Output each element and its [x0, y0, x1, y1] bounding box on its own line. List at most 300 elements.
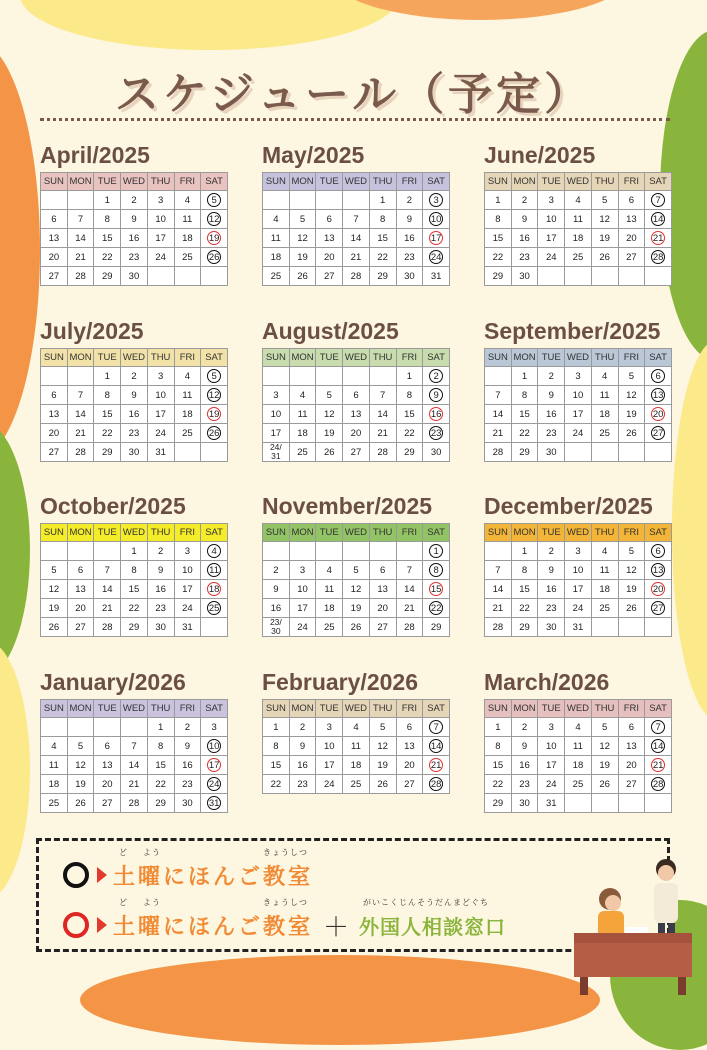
consultation-day: 16 [423, 405, 450, 424]
day-cell: 21 [121, 775, 148, 794]
day-cell: 15 [396, 405, 423, 424]
day-cell: 17 [316, 756, 343, 775]
day-cell: 26 [41, 618, 68, 637]
weekday-header: TUE [316, 524, 343, 542]
day-cell [289, 542, 316, 561]
weekday-header: MON [289, 349, 316, 367]
day-cell: 7 [67, 210, 94, 229]
consultation-day: 17 [201, 756, 228, 775]
weekday-header: FRI [396, 173, 423, 191]
day-cell: 19 [289, 248, 316, 267]
weekday-header: SUN [263, 173, 290, 191]
day-cell: 15 [147, 756, 174, 775]
day-cell: 19 [67, 775, 94, 794]
day-cell: 5 [41, 561, 68, 580]
day-cell: 27 [396, 775, 423, 794]
weekday-header: WED [565, 349, 592, 367]
saturday-class-day: 4 [201, 542, 228, 561]
week-row [485, 561, 672, 580]
day-cell: 16 [511, 229, 538, 248]
day-cell: 4 [565, 191, 592, 210]
weekday-header: FRI [396, 524, 423, 542]
triangle-arrow-icon [97, 867, 107, 883]
saturday-class-day: 10 [201, 737, 228, 756]
ruby-consult: がいこくじんそうだんまどぐち [363, 897, 490, 907]
consultation-day: 19 [201, 405, 228, 424]
day-cell: 4 [591, 367, 618, 386]
weekday-header: TUE [316, 700, 343, 718]
day-cell: 9 [263, 580, 290, 599]
consultation-day: 21 [645, 756, 672, 775]
day-cell: 23 [538, 599, 565, 618]
yellow-blob-top [20, 0, 400, 50]
day-cell [565, 267, 592, 286]
day-cell: 24 [565, 424, 592, 443]
day-cell: 19 [591, 756, 618, 775]
day-cell: 18 [174, 229, 201, 248]
day-cell: 5 [369, 718, 396, 737]
day-cell: 3 [538, 191, 565, 210]
week-row [41, 210, 228, 229]
day-cell: 27 [618, 775, 645, 794]
day-cell: 29 [147, 794, 174, 813]
weekday-header: SUN [41, 349, 68, 367]
day-cell: 24/ 31 [263, 443, 290, 462]
day-cell: 7 [485, 386, 512, 405]
day-cell: 21 [485, 599, 512, 618]
day-cell: 19 [316, 424, 343, 443]
triangle-arrow-icon [97, 917, 107, 933]
day-cell: 9 [538, 561, 565, 580]
week-row [41, 229, 228, 248]
saturday-class-day: 3 [423, 191, 450, 210]
day-cell: 19 [41, 599, 68, 618]
weekday-header: MON [511, 349, 538, 367]
day-cell: 3 [263, 386, 290, 405]
day-cell: 30 [396, 267, 423, 286]
day-cell: 24 [289, 618, 316, 637]
day-cell: 13 [316, 229, 343, 248]
weekday-header: FRI [618, 349, 645, 367]
day-cell: 13 [67, 580, 94, 599]
day-cell: 1 [511, 367, 538, 386]
day-cell: 9 [511, 210, 538, 229]
day-cell: 26 [289, 267, 316, 286]
saturday-class-day: 25 [201, 599, 228, 618]
day-cell: 25 [41, 794, 68, 813]
day-cell [94, 718, 121, 737]
consultation-day: 15 [423, 580, 450, 599]
day-cell: 4 [174, 367, 201, 386]
day-cell: 7 [94, 561, 121, 580]
day-cell: 3 [289, 561, 316, 580]
day-cell [41, 191, 68, 210]
weekday-header: WED [565, 700, 592, 718]
saturday-class-day: 1 [423, 542, 450, 561]
day-cell: 13 [41, 229, 68, 248]
day-cell: 8 [263, 737, 290, 756]
day-cell: 10 [565, 561, 592, 580]
weekday-header: MON [511, 524, 538, 542]
saturday-class-day: 13 [645, 561, 672, 580]
day-cell: 29 [94, 267, 121, 286]
week-row [263, 443, 450, 462]
day-cell: 30 [538, 618, 565, 637]
weekday-header: THU [591, 173, 618, 191]
day-cell: 14 [94, 580, 121, 599]
week-row [263, 775, 450, 794]
weekday-header: TUE [94, 173, 121, 191]
day-cell: 4 [41, 737, 68, 756]
day-cell [618, 794, 645, 813]
saturday-class-day: 31 [201, 794, 228, 813]
saturday-class-day: 14 [423, 737, 450, 756]
weekday-header: MON [67, 173, 94, 191]
day-cell: 29 [94, 443, 121, 462]
day-cell: 9 [121, 386, 148, 405]
day-cell: 10 [147, 210, 174, 229]
day-cell: 13 [618, 737, 645, 756]
saturday-class-day: 28 [423, 775, 450, 794]
day-cell: 13 [41, 405, 68, 424]
day-cell: 7 [369, 386, 396, 405]
ruby-you: よう [143, 897, 161, 907]
day-cell: 16 [289, 756, 316, 775]
day-cell: 18 [174, 405, 201, 424]
saturday-class-day: 5 [201, 191, 228, 210]
day-cell: 11 [41, 756, 68, 775]
day-cell: 26 [316, 443, 343, 462]
day-cell: 31 [423, 267, 450, 286]
week-row [485, 405, 672, 424]
week-row [485, 367, 672, 386]
legend-text-consult: 外国人相談窓口 [359, 914, 507, 939]
month-title: November/2025 [262, 493, 433, 519]
day-cell: 2 [263, 561, 290, 580]
calendar-table [262, 699, 450, 794]
day-cell: 31 [565, 618, 592, 637]
day-cell: 6 [396, 718, 423, 737]
calendar-table [40, 699, 228, 813]
legend-text-1: 土曜にほんご教室 [113, 864, 314, 890]
day-cell: 24 [565, 599, 592, 618]
saturday-class-day: 2 [423, 367, 450, 386]
day-cell: 23 [396, 248, 423, 267]
day-cell: 17 [565, 580, 592, 599]
day-cell [369, 542, 396, 561]
weekday-header-row [263, 700, 450, 718]
ruby-you: よう [143, 847, 161, 857]
day-cell: 20 [618, 229, 645, 248]
day-cell [174, 267, 201, 286]
weekday-header: FRI [618, 173, 645, 191]
standing-person-body [654, 883, 678, 923]
weekday-header: SUN [41, 173, 68, 191]
calendar-table [484, 172, 672, 286]
week-row [263, 756, 450, 775]
day-cell [174, 443, 201, 462]
weekday-header: SUN [263, 524, 290, 542]
day-cell [343, 191, 370, 210]
weekday-header: FRI [174, 173, 201, 191]
week-row [263, 618, 450, 637]
saturday-class-day: 8 [423, 561, 450, 580]
weekday-header: MON [511, 173, 538, 191]
day-cell: 1 [396, 367, 423, 386]
day-cell: 2 [511, 191, 538, 210]
day-cell: 23 [511, 775, 538, 794]
week-row [263, 405, 450, 424]
day-cell: 18 [289, 424, 316, 443]
day-cell: 25 [316, 618, 343, 637]
day-cell: 25 [174, 248, 201, 267]
month-calendar [40, 665, 228, 813]
day-cell: 2 [147, 542, 174, 561]
day-cell: 30 [538, 443, 565, 462]
legend-label-saturday-class [113, 847, 314, 891]
weekday-header: WED [121, 524, 148, 542]
day-cell: 2 [174, 718, 201, 737]
day-cell: 13 [94, 756, 121, 775]
day-cell: 22 [369, 248, 396, 267]
day-cell: 20 [618, 756, 645, 775]
day-cell [263, 542, 290, 561]
weekday-header: MON [289, 173, 316, 191]
day-cell: 23 [121, 424, 148, 443]
day-cell [41, 718, 68, 737]
month-calendar [262, 314, 450, 462]
day-cell: 20 [67, 599, 94, 618]
day-cell: 11 [174, 386, 201, 405]
week-row [263, 424, 450, 443]
day-cell: 9 [538, 386, 565, 405]
day-cell: 29 [369, 267, 396, 286]
day-cell: 16 [511, 756, 538, 775]
saturday-class-day: 9 [423, 386, 450, 405]
day-cell: 6 [618, 191, 645, 210]
day-cell: 6 [67, 561, 94, 580]
day-cell: 11 [591, 561, 618, 580]
calendar-table [484, 348, 672, 462]
day-cell [67, 718, 94, 737]
ruby-kyoushitsu: きょうしつ [263, 897, 308, 907]
day-cell [645, 443, 672, 462]
day-cell: 12 [316, 405, 343, 424]
day-cell: 20 [316, 248, 343, 267]
weekday-header-row [485, 700, 672, 718]
month-calendar [40, 314, 228, 462]
week-row [485, 542, 672, 561]
day-cell: 4 [289, 386, 316, 405]
day-cell: 13 [396, 737, 423, 756]
day-cell: 14 [67, 405, 94, 424]
day-cell: 26 [591, 248, 618, 267]
day-cell: 30 [174, 794, 201, 813]
weekday-header-row [263, 349, 450, 367]
day-cell [618, 267, 645, 286]
day-cell [201, 443, 228, 462]
day-cell [67, 542, 94, 561]
weekday-header-row [485, 173, 672, 191]
week-row [263, 191, 450, 210]
day-cell: 27 [94, 794, 121, 813]
day-cell [591, 443, 618, 462]
weekday-header: SAT [645, 700, 672, 718]
weekday-header: WED [343, 700, 370, 718]
day-cell: 17 [174, 580, 201, 599]
day-cell: 6 [618, 718, 645, 737]
weekday-header: MON [67, 349, 94, 367]
day-cell: 11 [263, 229, 290, 248]
day-cell: 23 [174, 775, 201, 794]
day-cell: 19 [618, 580, 645, 599]
day-cell: 27 [343, 443, 370, 462]
day-cell: 10 [174, 561, 201, 580]
day-cell: 22 [94, 248, 121, 267]
day-cell: 20 [41, 248, 68, 267]
day-cell: 11 [289, 405, 316, 424]
legend-label-saturday-class-2 [113, 897, 314, 941]
weekday-header: THU [591, 524, 618, 542]
weekday-header: TUE [94, 349, 121, 367]
week-row [41, 386, 228, 405]
week-row [263, 542, 450, 561]
weekday-header: THU [369, 524, 396, 542]
weekday-header: TUE [538, 349, 565, 367]
day-cell [67, 367, 94, 386]
day-cell: 12 [591, 210, 618, 229]
day-cell: 3 [565, 542, 592, 561]
weekday-header: SAT [423, 173, 450, 191]
day-cell [591, 618, 618, 637]
week-row [41, 737, 228, 756]
day-cell: 1 [485, 191, 512, 210]
day-cell: 23 [121, 248, 148, 267]
week-row [485, 737, 672, 756]
weekday-header: SAT [423, 700, 450, 718]
day-cell: 5 [343, 561, 370, 580]
day-cell: 17 [147, 229, 174, 248]
weekday-header: MON [67, 524, 94, 542]
consultation-day: 20 [645, 405, 672, 424]
day-cell: 16 [538, 405, 565, 424]
day-cell: 16 [147, 580, 174, 599]
weekday-header: TUE [538, 524, 565, 542]
day-cell: 5 [591, 191, 618, 210]
day-cell: 11 [174, 210, 201, 229]
day-cell: 18 [316, 599, 343, 618]
weekday-header: MON [511, 700, 538, 718]
week-row [41, 424, 228, 443]
saturday-class-day: 28 [645, 775, 672, 794]
weekday-header: SAT [645, 524, 672, 542]
weekday-header: THU [591, 349, 618, 367]
calendar-table [40, 348, 228, 462]
weekday-header: MON [289, 700, 316, 718]
day-cell: 24 [316, 775, 343, 794]
day-cell: 29 [396, 443, 423, 462]
day-cell: 17 [147, 405, 174, 424]
day-cell: 14 [396, 580, 423, 599]
saturday-class-day: 26 [201, 248, 228, 267]
day-cell: 20 [94, 775, 121, 794]
day-cell: 18 [565, 756, 592, 775]
day-cell: 15 [511, 580, 538, 599]
day-cell: 28 [485, 618, 512, 637]
day-cell: 31 [538, 794, 565, 813]
week-row [263, 386, 450, 405]
day-cell: 15 [511, 405, 538, 424]
week-row [485, 386, 672, 405]
day-cell: 6 [41, 386, 68, 405]
month-calendar [262, 665, 450, 794]
month-calendar [484, 489, 672, 637]
legend-label-consultation [359, 897, 507, 940]
day-cell: 2 [121, 367, 148, 386]
day-cell: 21 [396, 599, 423, 618]
day-cell [121, 718, 148, 737]
day-cell: 15 [94, 405, 121, 424]
day-cell: 3 [147, 367, 174, 386]
weekday-header: TUE [538, 173, 565, 191]
weekday-header: WED [565, 173, 592, 191]
day-cell: 4 [565, 718, 592, 737]
day-cell: 5 [618, 367, 645, 386]
day-cell [316, 542, 343, 561]
day-cell: 19 [343, 599, 370, 618]
week-row [485, 267, 672, 286]
day-cell: 26 [67, 794, 94, 813]
day-cell: 23/ 30 [263, 618, 290, 637]
day-cell: 27 [369, 618, 396, 637]
day-cell: 5 [67, 737, 94, 756]
week-row [41, 599, 228, 618]
day-cell: 28 [485, 443, 512, 462]
week-row [41, 775, 228, 794]
weekday-header: TUE [94, 524, 121, 542]
saturday-class-day: 12 [201, 386, 228, 405]
day-cell [41, 367, 68, 386]
calendar-table [262, 172, 450, 286]
day-cell [289, 191, 316, 210]
day-cell: 29 [485, 794, 512, 813]
day-cell: 11 [591, 386, 618, 405]
day-cell [67, 191, 94, 210]
week-row [41, 191, 228, 210]
day-cell: 12 [369, 737, 396, 756]
day-cell: 13 [369, 580, 396, 599]
day-cell: 15 [369, 229, 396, 248]
weekday-header: WED [343, 173, 370, 191]
consultation-day: 20 [645, 580, 672, 599]
day-cell: 17 [538, 756, 565, 775]
day-cell: 2 [511, 718, 538, 737]
day-cell: 10 [565, 386, 592, 405]
day-cell [396, 542, 423, 561]
weekday-header: SUN [41, 700, 68, 718]
day-cell: 6 [94, 737, 121, 756]
weekday-header: SAT [423, 349, 450, 367]
consultation-day: 21 [645, 229, 672, 248]
week-row [485, 229, 672, 248]
weekday-header: FRI [618, 524, 645, 542]
weekday-header: SUN [263, 349, 290, 367]
month-title: January/2026 [40, 669, 186, 695]
ruby-kyoushitsu: きょうしつ [263, 847, 308, 857]
day-cell: 12 [67, 756, 94, 775]
weekday-header: FRI [174, 349, 201, 367]
day-cell: 8 [121, 561, 148, 580]
